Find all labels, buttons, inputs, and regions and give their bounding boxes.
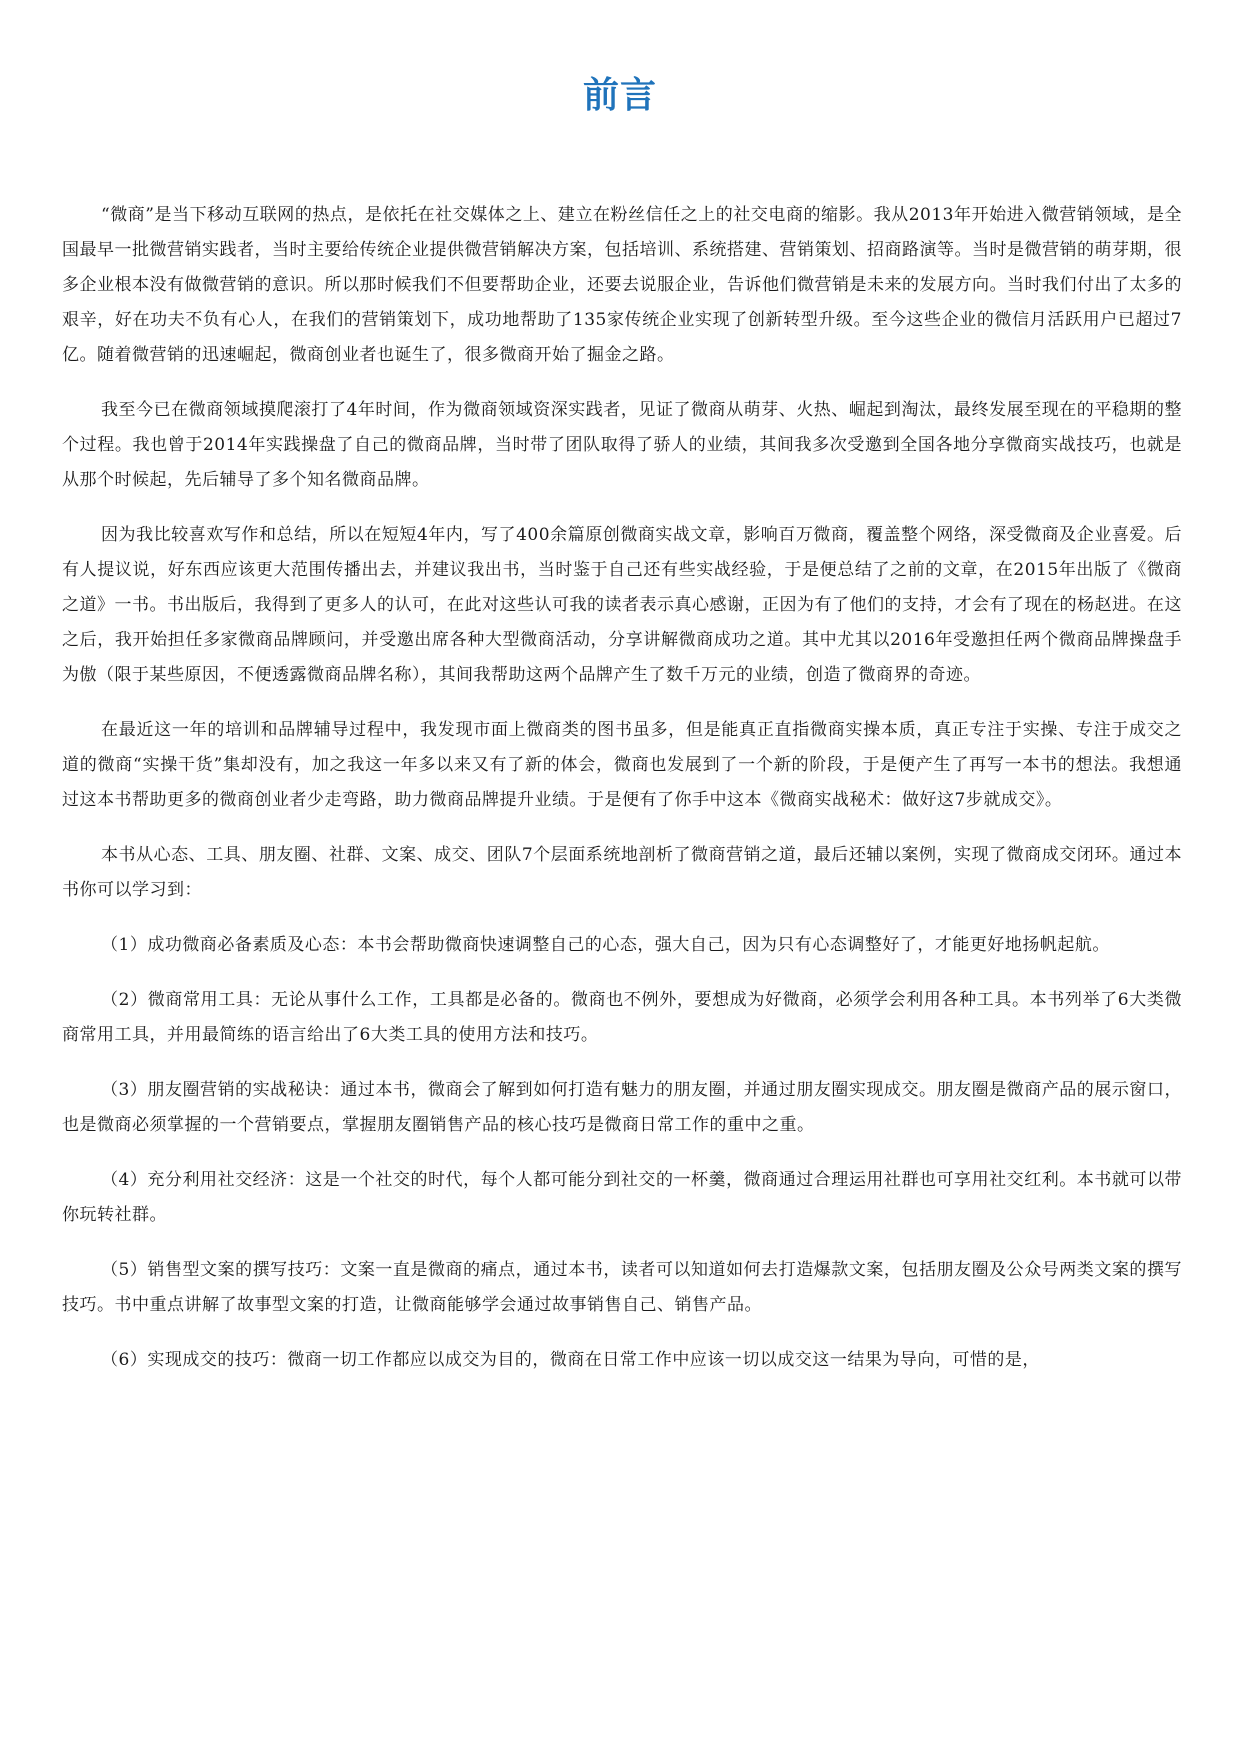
list-item-copywriting: （5）销售型文案的撰写技巧：文案一直是微商的痛点，通过本书，读者可以知道如何去打造爆款文案，包括朋友圈及公众号两类文案的撰写技巧。书中重点讲解了故事型文案的打造，让微商能够学会通过故事销售自己、销售产品。 [62, 1260, 1182, 1315]
paragraph-experience: 我至今已在微商领域摸爬滚打了4年时间，作为微商领域资深实践者，见证了微商从萌芽、火热、崛起到淘汰，最终发展至现在的平稳期的整个过程。我也曾于2014年实践操盘了自己的微商品牌，当时带了团队取得了骄人的业绩，其间我多次受邀到全国各地分享微商实战技巧，也就是从那个时候起，先后辅导了多个知名微商品牌。 [62, 400, 1182, 490]
list-item-moments: （3）朋友圈营销的实战秘诀：通过本书，微商会了解到如何打造有魅力的朋友圈，并通过朋友圈实现成交。朋友圈是微商产品的展示窗口，也是微商必须掌握的一个营销要点，掌握朋友圈销售产品的核心技巧是微商日常工作的重中之重。 [62, 1080, 1182, 1135]
list-item-tools: （2）微商常用工具：无论从事什么工作，工具都是必备的。微商也不例外，要想成为好微商，必须学会利用各种工具。本书列举了6大类微商常用工具，并用最简练的语言给出了6大类工具的使用方法和技巧。 [62, 990, 1182, 1045]
paragraph-intro: “微商”是当下移动互联网的热点，是依托在社交媒体之上、建立在粉丝信任之上的社交电商的缩影。我从2013年开始进入微营销领域，是全国最早一批微营销实践者，当时主要给传统企业提供微营销解决方案，包括培训、系统搭建、营销策划、招商路演等。当时是微营销的萌芽期，很多企业根本没有做微营销的意识。所以那时候我们不但要帮助企业，还要去说服企业，告诉他们微营销是未来的发展方向。当时我们付出了太多的艰辛，好在功夫不负有心人，在我们的营销策划下，成功地帮助了135家传统企业实现了创新转型升级。至今这些企业的微信月活跃用户已超过7亿。随着微营销的迅速崛起，微商创业者也诞生了，很多微商开始了掘金之路。 [62, 205, 1182, 365]
paragraph-overview: 本书从心态、工具、朋友圈、社群、文案、成交、团队7个层面系统地剖析了微商营销之道，最后还辅以案例，实现了微商成交闭环。通过本书你可以学习到： [62, 845, 1182, 900]
paragraph-motivation: 在最近这一年的培训和品牌辅导过程中，我发现市面上微商类的图书虽多，但是能真正直指微商实操本质，真正专注于实操、专注于成交之道的微商“实操干货”集却没有，加之我这一年多以来又有了新的体会，微商也发展到了一个新的阶段，于是便产生了再写一本书的想法。我想通过这本书帮助更多的微商创业者少走弯路，助力微商品牌提升业绩。于是便有了你手中这本《微商实战秘术：做好这7步就成交》。 [62, 720, 1182, 810]
page-title: 前言 [582, 75, 657, 116]
paragraph-writing: 因为我比较喜欢写作和总结，所以在短短4年内，写了400余篇原创微商实战文章，影响百万微商，覆盖整个网络，深受微商及企业喜爱。后有人提议说，好东西应该更大范围传播出去，并建议我出书，当时鉴于自己还有些实战经验，于是便总结了之前的文章，在2015年出版了《微商之道》一书。书出版后，我得到了更多人的认可，在此对这些认可我的读者表示真心感谢，正因为有了他们的支持，才会有了现在的杨赵进。在这之后，我开始担任多家微商品牌顾问，并受邀出席各种大型微商活动，分享讲解微商成功之道。其中尤其以2016年受邀担任两个微商品牌操盘手为傲（限于某些原因，不便透露微商品牌名称），其间我帮助这两个品牌产生了数千万元的业绩，创造了微商界的奇迹。 [62, 525, 1182, 685]
list-item-mindset: （1）成功微商必备素质及心态：本书会帮助微商快速调整自己的心态，强大自己，因为只有心态调整好了，才能更好地扬帆起航。 [101, 935, 1110, 955]
preface-body [62, 198, 1182, 1398]
list-item-social: （4）充分利用社交经济：这是一个社交的时代，每个人都可能分到社交的一杯羹，微商通过合理运用社群也可享用社交红利。本书就可以带你玩转社群。 [62, 1170, 1182, 1225]
list-item-closing: （6）实现成交的技巧：微商一切工作都应以成交为目的，微商在日常工作中应该一切以成交这一结果为导向，可惜的是， [101, 1350, 1040, 1370]
